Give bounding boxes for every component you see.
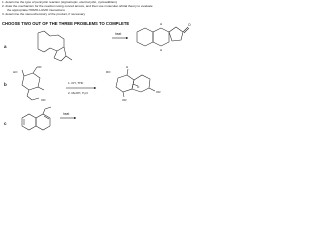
reactant-c-substituent [43, 109, 45, 114]
problem-a-ring [50, 35, 64, 51]
reactant-b-bond [32, 98, 39, 100]
reactant-b-or-top-label: OR [37, 65, 42, 69]
reactant-b-bond [27, 96, 32, 100]
problem-a [4, 22, 191, 61]
product-a-o-label: O [188, 23, 191, 27]
problem-a-carbonyl [66, 56, 72, 60]
instruction-2-continued: the appropriate HOMO-LUMO interactions [7, 7, 65, 12]
product-b-h-label: H [126, 65, 129, 69]
problem-a-letter: a [4, 44, 7, 49]
product-a-h-bottom-label: H [160, 48, 163, 52]
product-b-bond [149, 88, 155, 91]
instruction-1: 1. determine the type of pericyclic reaction (sigmatropic, electrocyclic, cycloaddition) [2, 0, 117, 4]
reactant-b-ring [22, 73, 40, 90]
problem-a-bond [64, 47, 66, 56]
problem-b [4, 65, 161, 102]
problem-b-condition-2: 2. MeOH, H₂O [68, 91, 88, 95]
problem-a-bond [61, 56, 66, 61]
problem-sheet [0, 0, 200, 134]
problem-a-chain [38, 49, 44, 52]
reactant-c-double-bond [44, 116, 49, 119]
problem-a-bond [54, 51, 57, 58]
product-a-ring-1 [137, 28, 153, 46]
reactant-c-substituent [45, 107, 51, 109]
problem-a-bond [54, 58, 61, 61]
reactant-b-ho-label: HO [13, 70, 18, 74]
problem-c-reactant [22, 107, 51, 130]
product-a-ring-3 [169, 27, 183, 41]
product-b-bond [123, 92, 124, 97]
product-b-ro-label: RO [106, 70, 111, 74]
problem-a-product [137, 27, 189, 46]
problem-c-letter: c [4, 121, 7, 126]
problem-a-chain [38, 31, 44, 33]
reactant-b-bond [27, 90, 29, 96]
instruction-2: 2. draw the mechanism for the reaction using curved arrows, and then use molecular orbital theory to evaluate [2, 3, 153, 8]
reaction-schemes [0, 0, 200, 134]
problem-b-letter: b [4, 82, 7, 87]
problem-b-reactant [22, 67, 44, 100]
problem-a-chain [44, 31, 50, 36]
product-b-ring-2 [132, 75, 150, 92]
choose-heading: CHOOSE TWO OUT OF THE THREE PROBLEMS TO COMPLETE [2, 21, 130, 26]
reactant-b-or-bottom-label: OR [41, 98, 46, 102]
problem-b-condition-1: 1. KH, THF [68, 81, 84, 85]
product-a-ring-2 [153, 28, 169, 46]
product-b-or-right-label: OR [156, 90, 161, 94]
problem-a-chain [44, 48, 50, 52]
product-b-o-label: O [137, 85, 140, 89]
reactant-c-ring-2 [36, 114, 50, 130]
problem-b-product [116, 69, 155, 97]
product-b-or-bottom-label: OR [122, 98, 127, 102]
problem-a-reactant [38, 31, 72, 61]
product-b-ring-1 [116, 75, 134, 92]
instruction-3: 3. determine the stereochemistry of the product, if necessary [2, 11, 86, 16]
product-a-h-label: H [160, 22, 163, 26]
reactant-b-bond [38, 87, 44, 90]
problem-c-condition: heat [63, 112, 70, 116]
problem-c [4, 107, 76, 130]
problem-a-condition: heat [115, 32, 122, 36]
reactant-b-bond [22, 70, 24, 76]
product-b-bond [127, 69, 128, 75]
